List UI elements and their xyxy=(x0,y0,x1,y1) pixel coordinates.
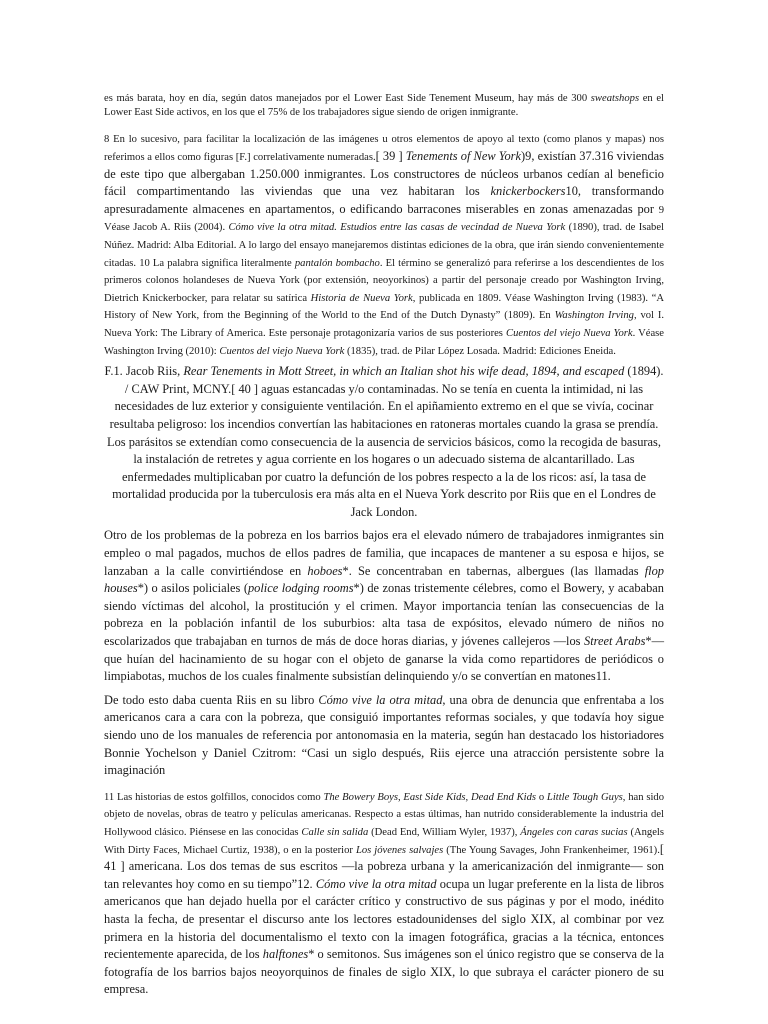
text-run: es más barata, hoy en día, según datos manejados por el Lower East Side Tenement Museum, hay más de 300 xyxy=(104,93,591,104)
text-run: . Véase Washington Irving (2010): xyxy=(104,327,664,357)
text-run: 8 En lo sucesivo, para facilitar la localización de las imágenes u otros elementos de apoyo al texto (como planos y mapas) nos referimos a ellos como figuras [F.] correlativamente numeradas. xyxy=(104,134,664,163)
text-run: F.1. Jacob Riis, xyxy=(104,364,184,379)
text-run: (Dead End, William Wyler, 1937), xyxy=(368,826,521,838)
body-paragraph xyxy=(104,130,664,359)
text-run: 11 Las historias de estos golfillos, conocidos como xyxy=(104,791,324,803)
text-run: *. Se concentraban en tabernas, albergues (las llamadas xyxy=(342,563,645,578)
text-run: * o semitonos. Sus imágenes son el único registro que se conserva de la fotografía de los barrios bajos neoyorquinos de finales de siglo XIX, lo que subraya el carácter pionero de su empresa. xyxy=(104,947,664,997)
italic-text-run: Washington Irving xyxy=(554,310,634,322)
text-run: en el Lower East Side activos, en los que el 75% de los trabajadores sigue siendo de origen inmigrante. xyxy=(104,93,664,119)
text-run: *) o asilos policiales ( xyxy=(137,581,248,596)
italic-text-run: Historia de Nueva York xyxy=(310,292,413,304)
body-paragraph xyxy=(104,527,664,685)
document-page xyxy=(104,92,664,999)
italic-text-run: police lodging rooms xyxy=(247,581,354,596)
text-run: o xyxy=(536,791,547,803)
text-run: *— que huían del hacinamiento de su hogar con el objeto de ganarse la vida como repartidores de periódicos o limpiabotas, muchos de los cuales finalmente subsistían delinquiendo y/o se convertían en matones11. xyxy=(104,634,664,684)
text-run: (1894). / CAW Print, MCNY.[ 40 ] aguas estancadas y/o contaminadas. No se tenía en cuenta la intimidad, ni las necesidades de luz exterior y consiguiente ventilación. En el apiñamiento extremo en el que se vivía, cocinar resultaba peligroso: los incendios convertían las habitaciones en ratoneras mortales cuando la grasa se prendía. Los parásitos se extendían como consecuencia de la ausencia de servicios básicos, como la recogida de basuras, la instalación de retretes y agua corriente en los hogares o un adecuado sistema de alcantarillado. Las enfermedades multiplicaban por cuatro la defunción de los pobres respecto a la de los ricos: así, la tasa de mortalidad producida por la tuberculosis era más alta en el Nueva York descrito por Riis que en el Londres de Jack London. xyxy=(107,364,664,519)
italic-text-run: Calle sin salida xyxy=(301,826,369,838)
italic-text-run: Cómo vive la otra mitad. Estudios entre las casas de vecindad de Nueva York xyxy=(228,222,566,234)
text-run: . El término se generalizó para referirse a los descendientes de los primeros colonos holandeses de Nueva York (por extensión, neoyorkinos) a partir del personaje creado por Washington Irving, Dietrich Knickerbocker, para relatar su satírica xyxy=(104,257,664,304)
text-run: *) de zonas tristemente célebres, como el Bowery, y acababan siendo víctimas del alcohol, la prostitución y el crimen. Mayor importancia tenían las consecuencias de la pobreza en la población infantil de los suburbios: alta tasa de expósitos, elevado número de niños no escolarizados que trabajaban en turnos de más de doce horas diarias, y jóvenes callejeros —los xyxy=(104,581,664,649)
italic-text-run: Ángeles con caras sucias xyxy=(520,826,628,838)
text-run: , una obra de denuncia que enfrentaba a los americanos cara a cara con la pobreza, que consiguió importantes reformas sociales, y que todavía hoy sigue siendo uno de los manuales de referencia por antonomasia en la materia, según han destacado los historiadores Bonnie Yochelson y Daniel Czitrom: “Casi un siglo después, Riis ejerce una atracción persistente sobre la imaginación xyxy=(104,692,665,778)
text-run: De todo esto daba cuenta Riis en su libro xyxy=(104,692,319,707)
text-run: (The Young Savages, John Frankenheimer, 1961). xyxy=(443,844,660,856)
text-run: Otro de los problemas de la pobreza en los barrios bajos era el elevado número de trabajadores inmigrantes sin empleo o mal pagados, muchos de ellos padres de familia, que incapaces de mantener a su esposa e hijos, se lanzaban a la calle convirtiéndose en xyxy=(104,528,664,578)
text-run: 10, transformando apresuradamente almacenes en apartamentos, o edificando barracones miserables en zonas amenazadas por xyxy=(104,184,665,216)
text-run: [ 39 ] xyxy=(375,149,406,163)
italic-text-run: pantalón bombacho xyxy=(294,257,380,269)
text-run: , publicada en 1809. Véase Washington Irving (1983). “A History of New York, from the Beginning of the World to the End of the Dutch Dynasty” (1809). En xyxy=(104,292,664,322)
italic-text-run: Little Tough Guys xyxy=(546,791,623,803)
text-run: , han sido objeto de novelas, obras de teatro y películas americanas. Respecto a estas últimas, han nutrido considerablemente la industria del Hollywood clásico. Piénsese en las conocidas xyxy=(104,791,664,838)
text-run: 9 Véase Jacob A. Riis (2004). xyxy=(104,204,664,234)
text-run: ocupa un lugar preferente en la lista de libros americanos que han dejado huella por el carácter crítico y constructivo de sus páginas y por el modo, inédito hasta la fecha, de presentar el discurso ante los lectores estadounidenses del siglo XIX, al combinar por vez primera en la historia del documentalismo el texto con la imagen fotográfica, gracias a la técnica, entonces recientemente aparecida, de los xyxy=(104,876,664,962)
body-paragraph xyxy=(104,788,664,999)
text-run: (Angels With Dirty Faces, Michael Curtiz, 1938), o en la posterior xyxy=(104,826,664,856)
italic-text-run: flop houses xyxy=(104,563,664,596)
italic-text-run: Rear Tenements in Mott Street, in which an Italian shot his wife dead, 1894, and escaped xyxy=(183,364,625,379)
text-run: (1835), trad. de Pilar López Losada. Madrid: Ediciones Eneida. xyxy=(344,345,616,357)
italic-text-run: The Bowery Boys, East Side Kids, Dead End Kids xyxy=(323,791,537,803)
figure-caption xyxy=(104,363,664,521)
italic-text-run: Cómo vive la otra mitad xyxy=(318,692,443,707)
italic-text-run: Cuentos del viejo Nueva York xyxy=(506,327,633,339)
italic-text-run: Cómo vive la otra mitad xyxy=(315,876,437,891)
italic-text-run: Street Arabs xyxy=(584,634,646,649)
text-run: [ 41 ] americana. Los dos temas de sus escritos —la pobreza urbana y la americanización del inmigrante— son tan relevantes hoy como en su tiempo”12. xyxy=(104,841,664,891)
body-paragraph xyxy=(104,692,664,780)
italic-text-run: Los jóvenes salvajes xyxy=(355,844,444,856)
footnote-text xyxy=(104,92,664,120)
italic-text-run: hoboes xyxy=(307,563,343,578)
italic-text-run: halftones xyxy=(262,947,309,962)
italic-text-run: Cuentos del viejo Nueva York xyxy=(219,345,345,357)
italic-text-run: Tenements of New York xyxy=(405,149,522,163)
text-run: )9, existían 37.316 viviendas de este tipo que albergaban 1.250.000 inmigrantes. Los constructores de núcleos urbanos cedían al beneficio fácil compartimentando las viviendas que una vez habitaran los xyxy=(104,149,664,199)
text-run: (1890), trad. de Isabel Núñez. Madrid: Alba Editorial. A lo largo del ensayo manejaremos distintas ediciones de la obra, que irán siendo convenientemente citadas. 10 La palabra significa literalmente xyxy=(104,222,664,269)
text-run: , vol I. Nueva York: The Library of America. Este personaje protagonizaría varios de sus posteriores xyxy=(104,310,664,339)
italic-text-run: knickerbockers xyxy=(490,184,566,199)
italic-text-run: sweatshops xyxy=(590,93,640,104)
